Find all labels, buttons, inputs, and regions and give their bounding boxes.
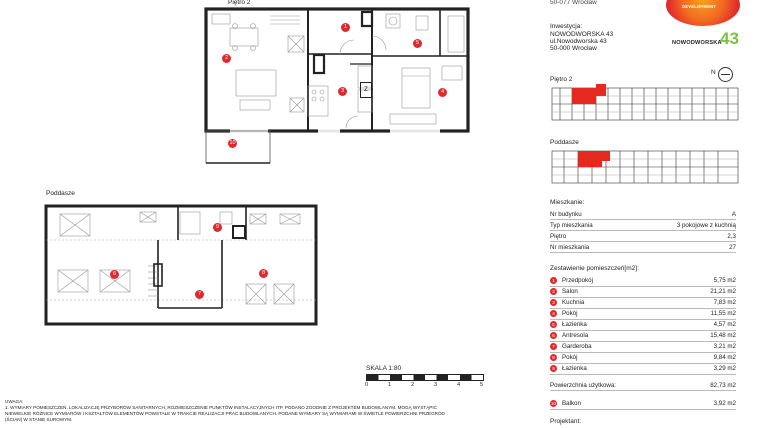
room-marker-3: 3 (338, 87, 347, 96)
room-number-badge: 4 (550, 310, 557, 317)
room-area: 21,21 m2 (710, 288, 736, 295)
room-number-badge: 7 (550, 343, 557, 350)
notes-title: UWAGA: (5, 399, 24, 404)
room-marker-2: 2 (222, 54, 231, 63)
scale-tick-2: 2 (411, 382, 415, 388)
brand-wordmark (672, 40, 722, 46)
scale-tick-3: 3 (434, 382, 438, 388)
floor-plan-poddasze (40, 200, 330, 330)
room-marker-7: 7 (195, 290, 204, 299)
room-row (550, 319, 736, 331)
room-number-badge: 3 (550, 299, 557, 306)
scale-tick-1: 1 (388, 382, 392, 388)
info-row-floor (550, 231, 736, 242)
room-number-badge: 6 (550, 332, 557, 339)
header-address: 50-077 Wrocław (550, 0, 597, 6)
keyplan-floor-label: Piętro 2 (550, 76, 573, 83)
info-value-type: 3 pokojowe z kuchnią (676, 222, 736, 229)
info-label-floor: Piętro (550, 233, 567, 240)
room-marker-1: 1 (341, 23, 350, 32)
development-logo (666, 0, 740, 26)
room-number-badge: 8 (550, 354, 557, 361)
note-line-3: (ŚCIAN) W STANIE SUROWYM. (5, 417, 73, 422)
room-name: Kuchnia (562, 299, 585, 306)
info-label-building: Nr budynku (550, 211, 582, 218)
room-area: 11,55 m2 (710, 310, 736, 317)
room-number-badge: 5 (550, 321, 557, 328)
info-row-number (550, 242, 736, 253)
room-row (550, 286, 736, 298)
keyplan-attic-label: Poddasze (550, 139, 579, 146)
investment-street: ul.Nowodworska 43 (550, 38, 607, 45)
room-name: Przedpokój (562, 277, 593, 284)
investment-name: NOWODWORSKA 43 (550, 31, 614, 38)
room-number-badge: 2 (550, 288, 557, 295)
room-name: Łazienka (562, 321, 587, 328)
room-row (550, 275, 736, 287)
room-row (550, 341, 736, 353)
room-area: 15,48 m2 (710, 332, 736, 339)
floor-plan-label: Piętro 2 (228, 0, 251, 6)
info-label-type: Typ mieszkania (550, 222, 593, 229)
keyplan-floor (550, 84, 740, 124)
room-area: 3,21 m2 (713, 343, 736, 350)
room-row (550, 330, 736, 342)
room-row (550, 297, 736, 309)
room-row (550, 363, 736, 375)
brand-wordmark-text: NOWODWORSKA (672, 40, 722, 46)
scale-bar (366, 374, 484, 381)
info-value-floor: 2,3 (727, 233, 736, 240)
scale-tick-4: 4 (457, 382, 461, 388)
logo-text: DEVELOPMENT (682, 4, 717, 9)
room-marker-6: 6 (110, 270, 119, 279)
room-area: 9,84 m2 (713, 354, 736, 361)
info-value-number: 27 (729, 244, 736, 251)
usable-area-value: 82,73 m2 (710, 382, 736, 389)
attic-plan-label: Poddasze (46, 190, 75, 197)
room-marker-10: 10 (229, 140, 236, 146)
room-marker-5: 5 (413, 39, 422, 48)
info-title: Mieszkanie: (550, 199, 585, 206)
investment-label: Inwestycja: (550, 23, 583, 30)
usable-area-label: Powierzchnia użytkowa: (550, 382, 617, 389)
scale-label: SKALA 1:80 (366, 365, 402, 372)
note-line-2: NIEWIELKIE RÓŻNICE WYMIARÓW I KSZTAŁTÓW ELEMENTÓW POWSTAŁE W TRAKCIE REALIZACJI PRAC BUDOWLANYCH. PODANE WYMIARY SĄ WYMIARAMI W ŚWIETLE POWIERZCHNI PRZEGRÓD (5, 411, 445, 416)
room-area: 4,57 m2 (713, 321, 736, 328)
room-number-badge: 1 (550, 277, 557, 284)
balcony-number-badge: 10 (550, 400, 556, 406)
room-name: Pokój (562, 354, 578, 361)
room-name: Pokój (562, 310, 578, 317)
info-value-building: A (731, 211, 736, 218)
room-marker-9: 9 (213, 223, 222, 232)
room-row (550, 352, 736, 364)
room-marker-4: 4 (438, 88, 447, 97)
scale-tick-0: 0 (365, 382, 369, 388)
scale-tick-5: 5 (480, 382, 484, 388)
room-area: 3,29 m2 (713, 365, 736, 372)
stairs-symbol: Z (360, 82, 372, 98)
floor-plan-piętro-2 (190, 6, 480, 176)
room-name: Antresola (562, 332, 589, 339)
info-row-building (550, 209, 736, 220)
investment-city: 50-000 Wrocław (550, 45, 597, 52)
balcony-label: Balkon (562, 400, 581, 407)
compass-label: N (711, 69, 716, 76)
room-name: Łazienka (562, 365, 587, 372)
balcony-row (550, 398, 736, 410)
note-line-1: 1. WYMIARY POMIESZCZEŃ, LOKALIZACJĘ PRZYBORÓW SANITARNYCH, ROZMIESZCZENIE PUNKTÓW INSTALACYJNYCH ITP. PODANO ZGODNIE Z PROJEKTEM BUDOWLANYM. MOGĄ WYSTĄPIĆ (5, 405, 437, 410)
room-marker-8: 8 (259, 269, 268, 278)
room-area: 7,83 m2 (713, 299, 736, 306)
room-row (550, 308, 736, 320)
room-name: Garderoba (562, 343, 592, 350)
designer-label: Projektant: (550, 418, 582, 425)
keyplan-attic (550, 147, 740, 187)
balcony-area: 3,92 m2 (713, 400, 736, 407)
room-area: 5,75 m2 (713, 277, 736, 284)
room-number-badge: 9 (550, 365, 557, 372)
info-row-type (550, 220, 736, 231)
brand-number: 43 (720, 29, 739, 48)
rooms-title: Zestawienie pomieszczeń[m2]: (550, 265, 639, 272)
room-name: Salon (562, 288, 578, 295)
usable-area-row (550, 380, 736, 391)
info-label-number: Nr mieszkania (550, 244, 590, 251)
compass-icon (718, 67, 733, 82)
